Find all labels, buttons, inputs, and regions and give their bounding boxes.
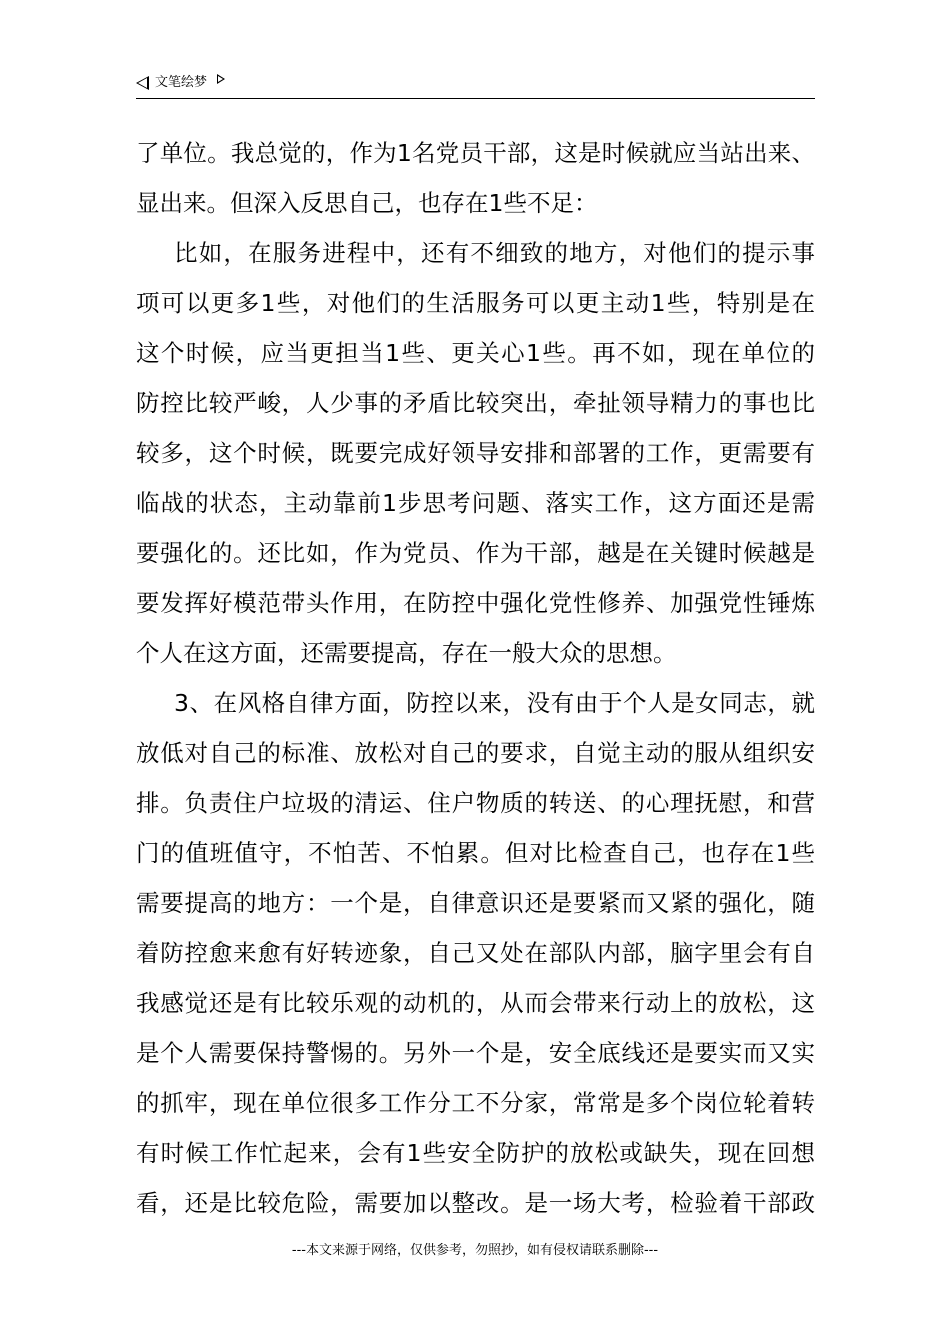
header-title: 文笔绘梦 bbox=[155, 75, 208, 90]
document-body bbox=[136, 128, 815, 1228]
text-line: 有时候工作忙起来，会有1些安全防护的放松或缺失，现在回想 bbox=[136, 1139, 815, 1167]
triangle-left-icon bbox=[136, 76, 149, 90]
page-footer: ---本文来源于网络，仅供参考，勿照抄，如有侵权请联系删除--- bbox=[291, 1243, 659, 1258]
text-line: 显出来。但深入反思自己，也存在1些不足： bbox=[136, 189, 598, 217]
text-line: 较多，这个时候，既要完成好领导安排和部署的工作，更需要有 bbox=[136, 439, 815, 467]
text-line: 是个人需要保持警惕的。另外一个是，安全底线还是要实而又实 bbox=[136, 1039, 815, 1067]
header-text bbox=[136, 74, 225, 93]
text-line: 门的值班值守，不怕苦、不怕累。但对比检查自己，也存在1些 bbox=[136, 839, 815, 867]
text-line: 放低对自己的标准、放松对自己的要求，自觉主动的服从组织安 bbox=[136, 739, 815, 767]
text-line: 这个时候，应当更担当1些、更关心1些。再不如，现在单位的 bbox=[136, 339, 815, 367]
page-header bbox=[136, 72, 815, 99]
text-line: 了单位。我总觉的，作为1名党员干部，这是时候就应当站出来、 bbox=[136, 139, 815, 167]
text-line: 比如，在服务进程中，还有不细致的地方，对他们的提示事 bbox=[174, 239, 815, 267]
text-line: 项可以更多1些，对他们的生活服务可以更主动1些，特别是在 bbox=[136, 289, 815, 317]
text-line: 防控比较严峻，人少事的矛盾比较突出，牵扯领导精力的事也比 bbox=[136, 389, 815, 417]
text-line: 我感觉还是有比较乐观的动机的，从而会带来行动上的放松，这 bbox=[136, 989, 815, 1017]
text-line: 要发挥好模范带头作用，在防控中强化党性修养、加强党性锤炼 bbox=[136, 589, 815, 617]
text-line: 临战的状态，主动靠前1步思考问题、落实工作，这方面还是需 bbox=[136, 489, 815, 517]
text-line: 排。负责住户垃圾的清运、住户物质的转送、的心理抚慰，和营 bbox=[136, 789, 815, 817]
text-line: 个人在这方面，还需要提高，存在一般大众的思想。 bbox=[136, 639, 677, 667]
triangle-right-icon bbox=[217, 74, 225, 84]
text-line: 3、在风格自律方面，防控以来，没有由于个人是女同志，就 bbox=[174, 689, 815, 717]
text-line: 看，还是比较危险，需要加以整改。是一场大考，检验着干部政 bbox=[136, 1189, 815, 1217]
text-line: 着防控愈来愈有好转迹象，自己又处在部队内部，脑字里会有自 bbox=[136, 939, 815, 967]
text-line: 的抓牢，现在单位很多工作分工不分家，常常是多个岗位轮着转 bbox=[136, 1089, 815, 1117]
text-line: 需要提高的地方：一个是，自律意识还是要紧而又紧的强化，随 bbox=[136, 889, 815, 917]
text-line: 要强化的。还比如，作为党员、作为干部，越是在关键时候越是 bbox=[136, 539, 815, 567]
